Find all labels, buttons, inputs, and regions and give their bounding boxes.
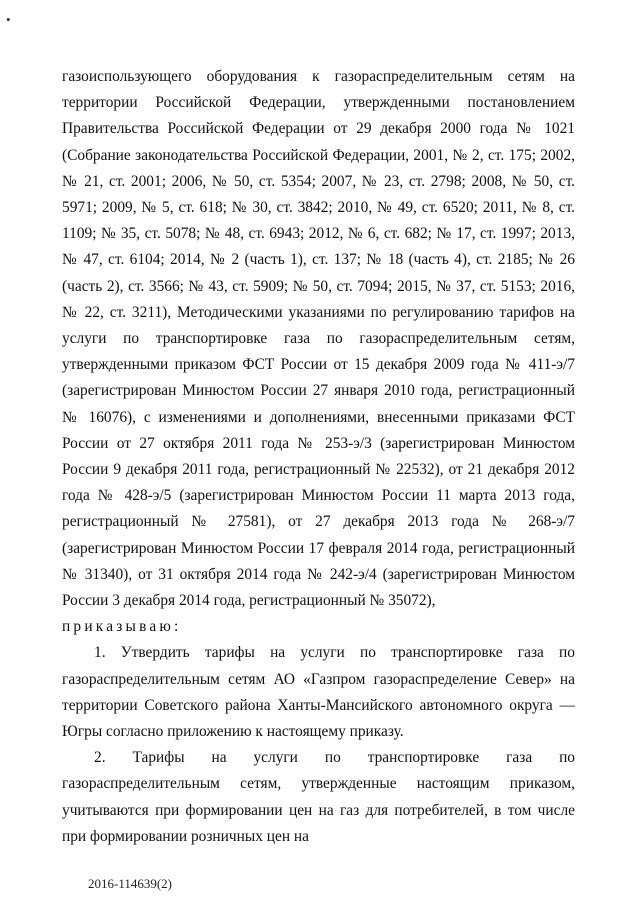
document-body — [62, 64, 575, 850]
intro-paragraph: газоиспользующего оборудования к газораспределительным сетям на территории Российской Федерации, утвержденными постановлением Правительства Российской Федерации от 29 декабря 2000 года № 1021 (Собрание законодательства Российской Федерации, 2001, № 2, ст. 175; 2002, № 21, ст. 2001; 2006, № 50, ст. 5354; 2007, № 23, ст. 2798; 2008, № 50, ст. 5971; 2009, № 5, ст. 618; № 30, ст. 3842; 2010, № 49, ст. 6520; 2011, № 8, ст. 1109; № 35, ст. 5078; № 48, ст. 6943; 2012, № 6, ст. 682; № 17, ст. 1997; 2013, № 47, ст. 6104; 2014, № 2 (часть 1), ст. 137; № 18 (часть 4), ст. 2185; № 26 (часть 2), ст. 3566; № 43, ст. 5909; № 50, ст. 7094; 2015, № 37, ст. 5153; 2016, № 22, ст. 3211), Методическими указаниями по регулированию тарифов на услуги по транспортировке газа по газораспределительным сетям, утвержденными приказом ФСТ России от 15 декабря 2009 года № 411-э/7 (зарегистрирован Минюстом России 27 января 2010 года, регистрационный № 16076), с изменениями и дополнениями, внесенными приказами ФСТ России от 27 октября 2011 года № 253-э/3 (зарегистрирован Минюстом России 9 декабря 2011 года, регистрационный № 22532), от 21 декабря 2012 года № 428-э/5 (зарегистрирован Минюстом России 11 марта 2013 года, регистрационный № 27581), от 27 декабря 2013 года № 268-э/7 (зарегистрирован Минюстом России 17 февраля 2014 года, регистрационный № 31340), от 31 октября 2014 года № 242-э/4 (зарегистрирован Минюстом России 3 декабря 2014 года, регистрационный № 35072), — [62, 68, 575, 610]
corner-mark: • — [6, 12, 11, 27]
item-1-paragraph: 1. Утвердить тарифы на услуги по транспортировке газа по газораспределительным сетям АО «Газпром газораспределение Север» на территории Советского района Ханты-Мансийского автономного округа — Югры согласно приложению к настоящему приказу. — [62, 644, 575, 741]
order-word: приказываю: — [62, 618, 182, 636]
item-2-paragraph: 2. Тарифы на услуги по транспортировке газа по газораспределительным сетям, утвержденные настоящим приказом, учитываются при формировании цен на газ для потребителей, в том числе при формировании розничных цен на — [62, 749, 575, 845]
document-code: 2016-114639(2) — [88, 876, 173, 891]
